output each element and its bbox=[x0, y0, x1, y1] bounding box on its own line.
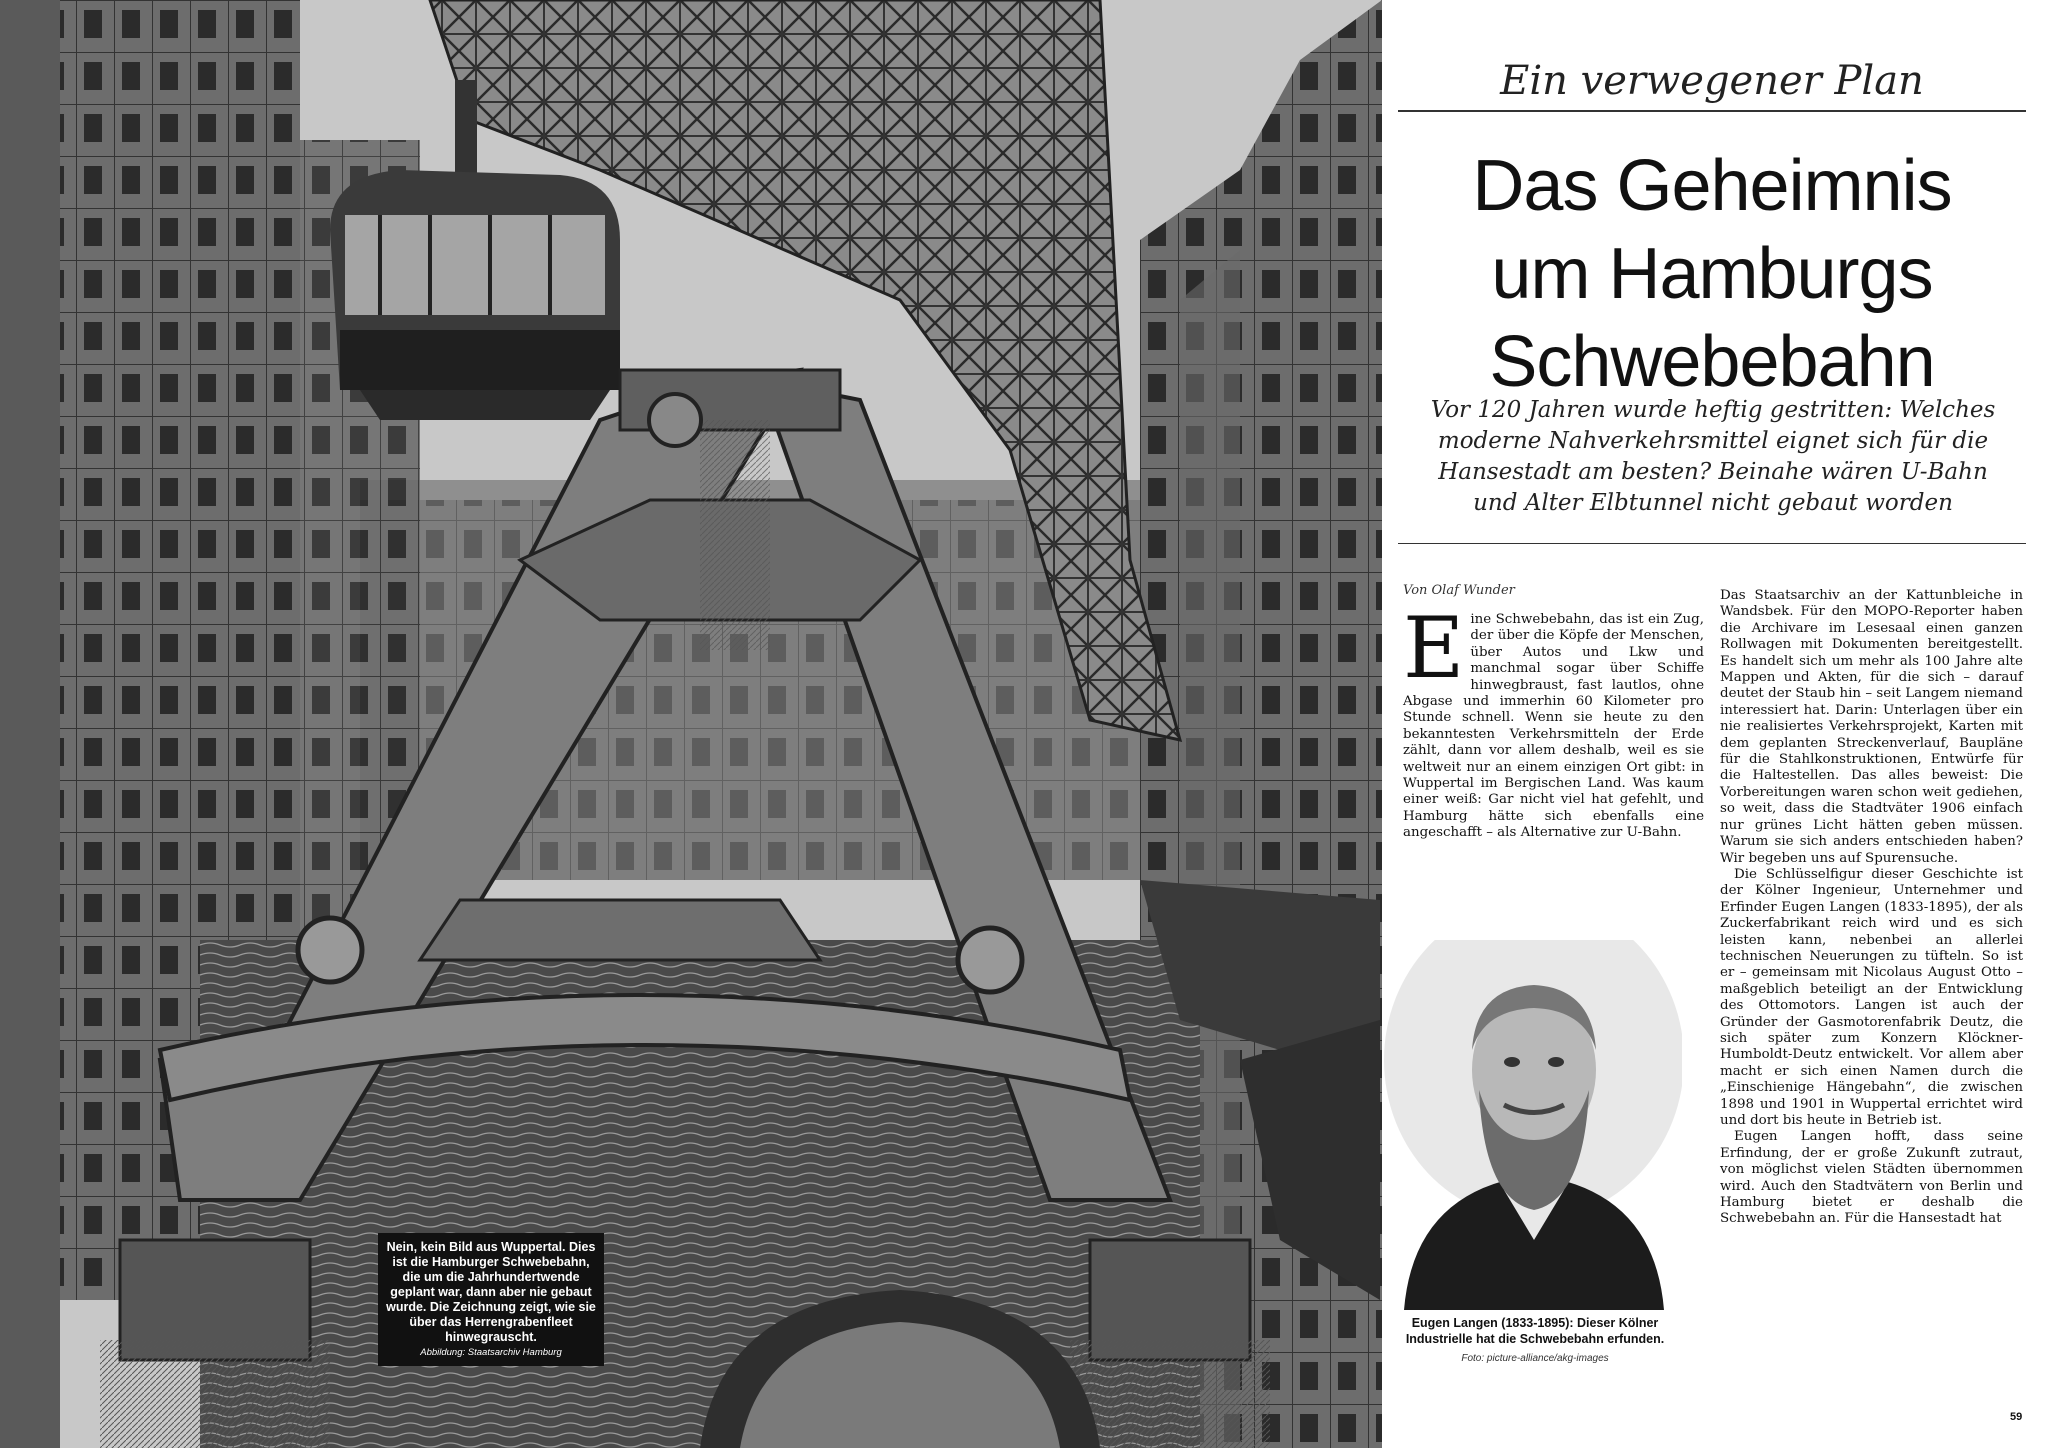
illustration-caption bbox=[378, 1233, 604, 1366]
illustration-caption-text: Nein, kein Bild aus Wuppertal. Dies ist die Hamburger Schwebebahn, die um die Jahrhundertwende geplant war, dann aber nie gebaut wurde. Die Zeichnung zeigt, wie sie über das Herrengrabenfleet hinwegrauscht. bbox=[386, 1240, 596, 1344]
paragraph-1-text: ine Schwebebahn, das ist ein Zug, der über die Köpfe der Menschen, über Autos und Lkw und manchmal sogar über Schiffe hinwegbraust, fast lautlos, ohne Abgase und immerhin 60 Kilometer pro Stunde schnell. Wenn sie heute zu den bekanntesten Verkehrsmitteln der Erde zählt, dann vor allem deshalb, weil es sie weltweit nur an einem einzigen Ort gibt: in Wuppertal im Bergischen Land. Was kaum einer weiß: Gar nicht viel hat gefehlt, und Hamburg hätte sich ebenfalls eine angeschafft – als Alternative zur U-Bahn. bbox=[1403, 612, 1704, 841]
portrait-drawing bbox=[1384, 940, 1682, 1310]
paragraph-1 bbox=[1403, 599, 1704, 842]
portrait-credit: Foto: picture-alliance/akg-images bbox=[1461, 1353, 1609, 1364]
headline-line-3: Schwebebahn bbox=[1489, 322, 1935, 402]
paragraph-3: Die Schlüsselfigur dieser Geschichte ist der Kölner Ingenieur, Unternehmer und Erfinder Eugen Langen (1833-1895), der als Zuckerfabrikant reich wird und es sich leisten kann, nebenbei an allerlei technischen Neuerungen zu tüfteln. So ist er – gemeinsam mit Nicolaus August Otto – maßgeblich beteiligt an der Entwicklung des Ottomotors. Langen ist auch der Gründer der Gasmotorenfabrik Deutz, die sich später zum Konzern Klöckner-Humboldt-Deutz entwickelt. Vor allem aber macht er sich einen Namen durch die „Einschienige Hängebahn“, die zwischen 1898 und 1901 in Wuppertal errichtet wird und dort bis heute in Betrieb ist. bbox=[1720, 866, 2023, 1128]
dek-rule bbox=[1398, 543, 2026, 544]
headline-line-2: um Hamburgs bbox=[1491, 234, 1933, 314]
kicker-rule bbox=[1398, 110, 2026, 112]
page-number: 59 bbox=[2010, 1411, 2023, 1423]
portrait-photo bbox=[1384, 940, 1682, 1310]
paragraph-4: Eugen Langen hofft, dass seine Erfindung, der er große Zukunft zutraut, von möglichst vielen Städten übernommen wird. Auch den Stadtvätern von Berlin und Hamburg bietet er deshalb die Schwebebahn an. Für die Hansestadt hat bbox=[1720, 1129, 2023, 1227]
headline-line-1: Das Geheimnis bbox=[1472, 146, 1952, 226]
column-2 bbox=[1720, 588, 2023, 1228]
dek: Vor 120 Jahren wurde heftig gestritten: Welches moderne Nahverkehrsmittel eignet sich für die Hansestadt am besten? Beinahe wären U-Bahn und Alter Elbtunnel nicht gebaut worden bbox=[1430, 397, 1996, 516]
portrait-caption: Eugen Langen (1833-1895): Dieser Kölner Industrielle hat die Schwebebahn erfunden. bbox=[1405, 1316, 1665, 1346]
byline: Von Olaf Wunder bbox=[1403, 583, 1515, 598]
headline bbox=[1398, 142, 2026, 406]
paragraph-2: Das Staatsarchiv an der Kattunbleiche in Wandsbek. Für den MOPO-Reporter haben die Archivare im Lesesaal einen ganzen Rollwagen mit Dokumenten bereitgestellt. Es handelt sich um mehr als 100 Jahre alte Mappen und Akten, für die sich – darauf deutet der Staub hin – seit Langem niemand interessiert hat. Darin: Unterlagen über ein nie realisiertes Verkehrsprojekt, Karten mit dem geplanten Streckenverlauf, Baupläne für die Stahlkonstruktionen, Entwürfe für die Haltestellen. Das alles beweist: Die Vorbereitungen waren schon weit gediehen, so weit, dass die Stadtväter 1906 einfach nur grünes Licht hätten geben müssen. Warum sie sich anders entschieden haben? Wir begeben uns auf Spurensuche. bbox=[1720, 588, 2023, 866]
illustration-credit: Abbildung: Staatsarchiv Hamburg bbox=[420, 1347, 562, 1358]
kicker: Ein verwegener Plan bbox=[1500, 58, 1924, 104]
column-1 bbox=[1403, 599, 1704, 842]
drop-cap: E bbox=[1403, 599, 1465, 697]
